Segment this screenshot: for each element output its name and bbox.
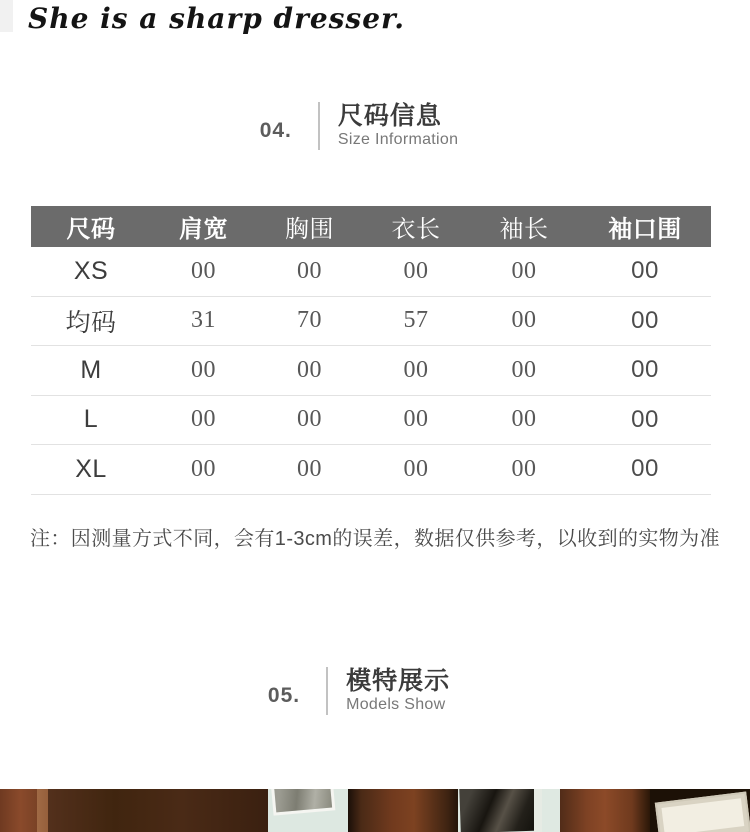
table-row-xl [31,445,711,495]
table-cell: 31 [191,307,216,334]
photo-bw-picture [459,789,537,832]
section-number-05: 05. [267,684,301,707]
header-cell-bust: 胸围 [285,217,334,243]
row-size-label: 均码 [65,309,117,337]
table-cell: 00 [403,356,429,383]
photo-picture-content [274,789,332,812]
row-size-label: M [80,355,102,384]
table-cell: 00 [297,406,322,433]
photo-wood-panel [48,789,270,832]
section-size-info-inner [260,102,459,150]
table-row-m [31,346,711,396]
table-cell: 00 [631,405,659,433]
section-number-04: 04. [259,119,292,142]
table-cell: 00 [631,306,659,334]
photo-wall-edge [534,789,542,832]
table-cell: 00 [403,406,429,433]
header-cell-length: 衣长 [391,217,441,243]
header-cell-sleeve: 袖长 [499,217,549,243]
photo-wood-panel [560,789,650,832]
header-cell-cuff: 袖口围 [608,216,682,243]
table-cell: 00 [511,307,537,334]
row-size-label: XL [75,454,107,483]
table-cell: 00 [403,257,429,284]
section-models-show-heading [0,667,750,715]
table-cell: 00 [191,455,216,482]
table-cell: 00 [297,257,322,284]
table-cell: 00 [631,356,659,384]
table-cell: 00 [631,257,659,285]
table-cell: 00 [297,356,322,383]
photo-frame-inner [661,798,744,832]
photo-wood-pillar [348,789,458,832]
table-cell: 00 [191,356,216,383]
section-titles [338,103,458,149]
section-title-en: Models Show [346,696,446,714]
table-cell: 00 [511,356,537,383]
photo-wood-panel [0,789,37,832]
table-cell: 00 [511,406,537,433]
row-size-label: XS [73,256,109,285]
table-row-xs [31,247,711,297]
table-cell: 57 [403,307,429,334]
row-size-label: L [83,405,99,434]
table-cell: 00 [511,455,537,482]
table-cell: 00 [191,257,216,284]
section-size-info-heading [0,102,750,150]
corner-artifact [0,0,13,32]
section-models-show-inner [268,667,450,715]
header-cell-size: 尺码 [66,216,116,243]
table-row-l [31,396,711,446]
table-cell: 00 [297,455,322,482]
section-title-cn: 尺码信息 [337,101,442,130]
section-title-cn: 模特展示 [346,666,451,695]
size-table [31,206,711,495]
model-photo-strip [0,789,750,832]
section-divider-line [318,102,320,150]
table-cell: 00 [403,455,429,482]
brand-script-text: She is a sharp dresser. [28,2,405,35]
table-cell: 00 [631,455,659,483]
section-title-en: Size Information [337,131,459,149]
section-titles [346,668,450,714]
header-cell-shoulder: 肩宽 [179,216,228,243]
table-cell: 70 [297,307,322,334]
section-divider-line [326,667,328,715]
table-row-one-size [31,297,711,347]
table-cell: 00 [511,257,537,284]
table-cell: 00 [191,406,216,433]
photo-wood-panel [37,789,48,832]
measurement-note: 注：因测量方式不同，会有1-3cm的误差，数据仅供参考，以收到的实物为准 [30,528,720,550]
size-table-header-row [31,206,711,247]
